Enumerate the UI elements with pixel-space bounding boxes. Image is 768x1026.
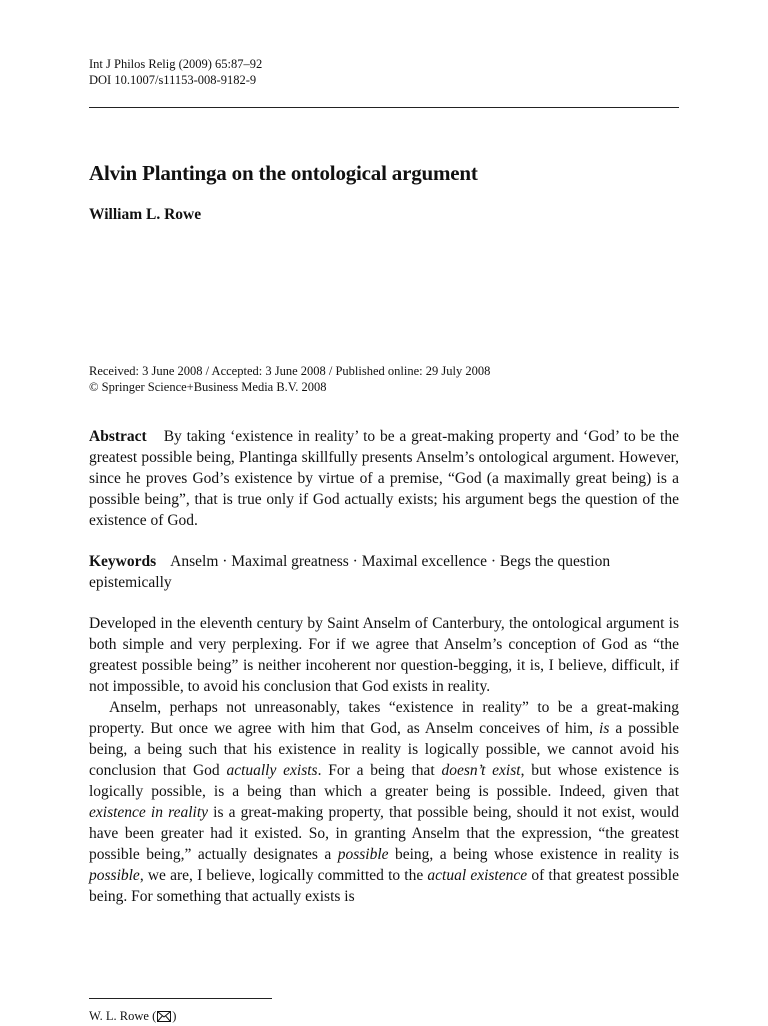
author-footnote — [89, 1008, 176, 1026]
article-history — [89, 363, 679, 395]
abstract-label: Abstract — [89, 428, 147, 445]
text-span: a possible being, a being such that his existence in reality is logically possible, we cannot avoid his conclusion that God — [89, 720, 680, 779]
journal-citation: Int J Philos Relig (2009) 65:87–92 — [89, 57, 263, 71]
copyright-line: © Springer Science+Business Media B.V. 2008 — [89, 380, 327, 394]
text-span: is a great-making property, that possible being, should it not exist, would have been greater had it existed. So, in granting Anselm that the expression, “the greatest possible being,” actually designates a — [89, 804, 679, 863]
footnote-close: ) — [172, 1009, 177, 1023]
text-span: of that greatest possible being. For something that actually exists is — [89, 867, 679, 905]
emphasis: is — [599, 720, 610, 737]
body-paragraph-1: Developed in the eleventh century by Saint Anselm of Canterbury, the ontological argument is both simple and very perplexing. For if we agree that Anselm’s conception of God as “the greatest possible being” is neither incoherent nor question-begging, it is, I believe, difficult, if not impossible, to avoid his conclusion that God exists in reality. — [89, 615, 679, 695]
emphasis: possible — [89, 867, 140, 884]
text-span: . For a being that — [317, 762, 442, 779]
abstract-text: By taking ‘existence in reality’ to be a great-making property and ‘God’ to be the greatest possible being, Plantinga skillfully presents Anselm’s ontological argument. However, since he proves God’s existence by virtue of a premise, “God (a maximally great being) is a possible being”, that is true only if God actually exists; his argument begs the question of the existence of God. — [89, 428, 679, 529]
body-paragraph-2 — [89, 697, 679, 907]
journal-meta — [89, 56, 679, 88]
history-dates: Received: 3 June 2008 / Accepted: 3 June 2008 / Published online: 29 July 2008 — [89, 364, 491, 378]
keywords-text: Anselm · Maximal greatness · Maximal excellence · Begs the question epistemically — [89, 553, 611, 591]
text-span: Anselm, perhaps not unreasonably, takes “existence in reality” to be a great-making property. But once we agree with him that God, as Anselm conceives of him, — [89, 699, 679, 737]
emphasis: actual existence — [427, 867, 528, 884]
text-span: being, a being whose existence in reality is — [388, 846, 679, 863]
abstract — [89, 426, 679, 531]
footnote-rule — [89, 998, 272, 999]
journal-doi[interactable]: DOI 10.1007/s11153-008-9182-9 — [89, 73, 257, 87]
text-span: , but whose existence is logically possible, is a being than which a greater being is possible. Indeed, given that — [89, 762, 679, 800]
keywords — [89, 551, 679, 593]
footnote-author: W. L. Rowe ( — [89, 1009, 157, 1023]
emphasis: doesn’t exist — [441, 762, 521, 779]
header-rule — [89, 107, 679, 108]
article-page — [89, 56, 679, 907]
body-text — [89, 613, 679, 907]
emphasis: existence in reality — [89, 804, 209, 821]
text-span: , we are, I believe, logically committed to the — [139, 867, 428, 884]
emphasis: actually exists — [226, 762, 318, 779]
article-author: William L. Rowe — [89, 206, 202, 223]
keywords-label: Keywords — [89, 553, 157, 570]
emphasis: possible — [337, 846, 389, 863]
article-title: Alvin Plantinga on the ontological argument — [89, 161, 478, 185]
